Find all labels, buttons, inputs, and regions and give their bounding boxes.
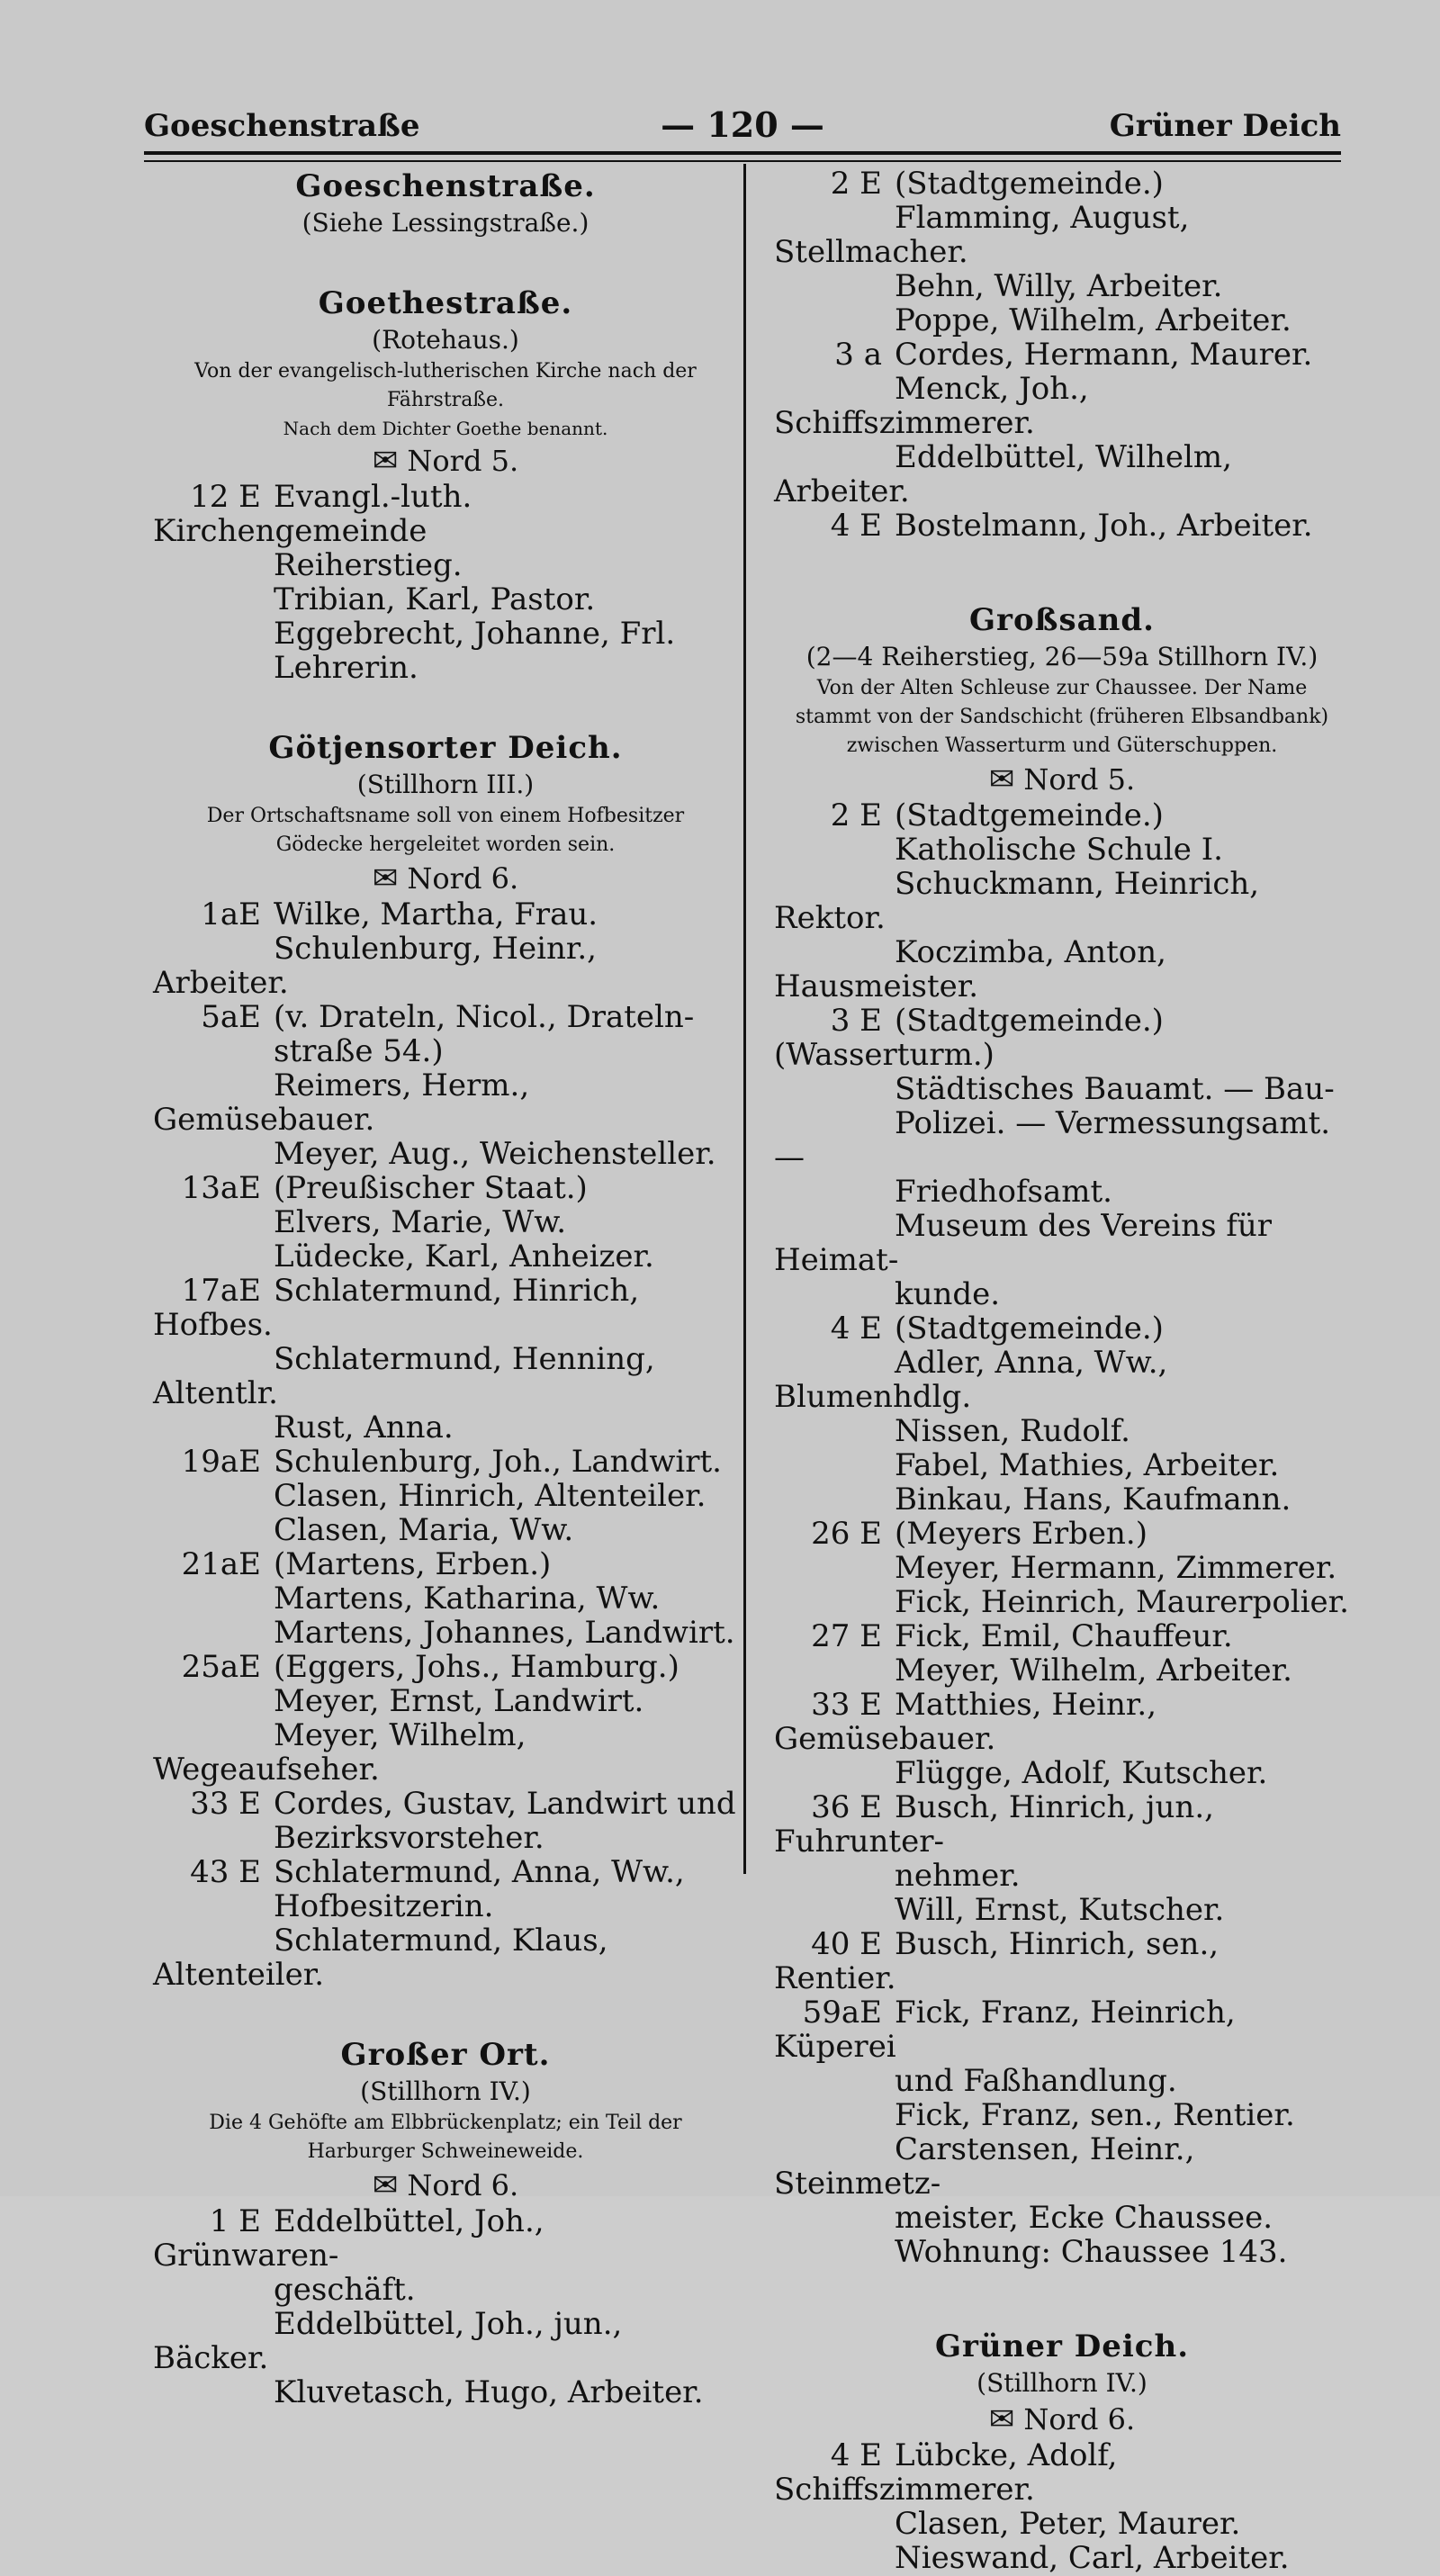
house-number: 2 E [830, 166, 882, 202]
postal-label: Nord 5. [1023, 762, 1136, 797]
house-number: 27 E [811, 1618, 882, 1654]
resident-text: Lüdecke, Karl, Anheizer. [274, 1238, 654, 1274]
list-item [774, 1517, 1350, 1551]
list-item [153, 1274, 738, 1342]
house-number: 4 E [830, 2437, 882, 2473]
list-item [774, 2201, 1350, 2235]
street-district: (Stillhorn IV.) [360, 2076, 531, 2106]
street-title: Götjensorter Deich. [268, 730, 623, 766]
resident-text: Museum des Vereins für Heimat- [774, 1208, 1273, 1278]
page-number: — 120 — [661, 104, 824, 145]
resident-text: Cordes, Hermann, Maurer. [895, 337, 1313, 373]
resident-text: (Stadtgemeinde.) (Wasserturm.) [774, 1003, 1164, 1073]
list-item [774, 1756, 1350, 1790]
left-column [153, 167, 738, 2409]
house-number: 19aE [181, 1444, 261, 1480]
resident-text: (Eggers, Johs., Hamburg.) [274, 1649, 680, 1685]
header-rule-thin [144, 160, 1341, 162]
resident-text: Will, Ernst, Kutscher. [895, 1892, 1225, 1928]
list-item [774, 338, 1350, 372]
envelope-icon: ✉ [372, 860, 399, 896]
list-item [153, 1616, 738, 1650]
resident-text: Eddelbüttel, Joh., jun., Bäcker. [153, 2306, 623, 2376]
resident-text: Fabel, Mathies, Arbeiter. [895, 1447, 1280, 1483]
resident-text: Menck, Joh., Schiffszimmerer. [774, 371, 1089, 441]
resident-text: Schulenburg, Joh., Landwirt. [274, 1444, 722, 1480]
resident-text: Meyer, Hermann, Zimmerer. [895, 1550, 1337, 1586]
resident-text: Wilke, Martha, Frau. [274, 896, 598, 932]
street-description: Von der evangelisch-lutherischen Kirche nach der Fährstraße. [194, 360, 697, 411]
list-item [153, 1650, 738, 1684]
list-item [153, 2273, 738, 2307]
street-district: (2—4 Reiherstieg, 26—59a Stillhorn IV.) [806, 642, 1318, 671]
resident-text: Martens, Johannes, Landwirt. [274, 1615, 735, 1651]
list-item [774, 798, 1350, 833]
list-item [774, 303, 1350, 338]
list-item [774, 372, 1350, 440]
list-item [153, 1171, 738, 1205]
list-item [774, 1927, 1350, 1995]
resident-text: Meyer, Ernst, Landwirt. [274, 1683, 644, 1719]
house-number: 4 E [830, 508, 882, 544]
house-number: 1aE [201, 896, 261, 932]
list-item [774, 1893, 1350, 1927]
house-number: 12 E [190, 479, 261, 515]
list-item [153, 897, 738, 932]
resident-text: Bostelmann, Joh., Arbeiter. [895, 508, 1313, 544]
list-item [153, 1889, 738, 1923]
list-item [774, 1448, 1350, 1482]
list-item [774, 440, 1350, 509]
resident-text: Martens, Katharina, Ww. [274, 1581, 661, 1617]
page-header [144, 101, 1341, 155]
entry-list [774, 798, 1350, 2269]
street-name-origin: Nach dem Dichter Goethe benannt. [283, 418, 608, 439]
house-number: 59aE [802, 1995, 882, 2031]
resident-text: Friedhofsamt. [895, 1174, 1112, 1210]
list-item [774, 867, 1350, 935]
list-item [774, 2064, 1350, 2098]
resident-text: Schulenburg, Heinr., Arbeiter. [153, 931, 597, 1001]
list-item [153, 548, 738, 582]
list-item [153, 651, 738, 685]
resident-text: (Martens, Erben.) [274, 1546, 552, 1582]
resident-text: nehmer. [895, 1858, 1021, 1894]
resident-text: geschäft. [274, 2272, 416, 2308]
street-district: (Rotehaus.) [372, 325, 519, 355]
resident-text: Fick, Franz, sen., Rentier. [895, 2097, 1295, 2133]
resident-text: Meyer, Wilhelm, Wegeaufseher. [153, 1717, 526, 1788]
running-head-right: Grüner Deich [1109, 108, 1341, 144]
list-item [774, 509, 1350, 543]
resident-text: Schlatermund, Anna, Ww., [274, 1854, 685, 1890]
resident-text: Clasen, Maria, Ww. [274, 1512, 574, 1548]
list-item [774, 2507, 1350, 2541]
resident-text: Tribian, Karl, Pastor. [274, 581, 596, 617]
resident-text: Flamming, August, Stellmacher. [774, 200, 1190, 270]
list-item [774, 1311, 1350, 1346]
resident-text: straße 54.) [274, 1033, 444, 1069]
list-item [774, 1482, 1350, 1517]
list-item [774, 2438, 1350, 2507]
list-item [774, 2541, 1350, 2575]
list-item [774, 1995, 1350, 2064]
resident-text: Polizei. — Vermessungsamt. — [774, 1105, 1331, 1175]
resident-text: Meyer, Aug., Weichensteller. [274, 1136, 716, 1172]
house-number: 33 E [811, 1687, 882, 1723]
resident-text: Clasen, Peter, Maurer. [895, 2506, 1241, 2542]
house-number: 26 E [811, 1516, 882, 1552]
resident-text: Städtisches Bauamt. — Bau- [895, 1071, 1335, 1107]
postal-district [774, 2400, 1350, 2438]
street-description: Von der Alten Schleuse zur Chaussee. Der Name stammt von der Sandschicht (früheren Elbsandbank) zwischen Wasserturm und Güterschuppen. [795, 677, 1329, 757]
list-item [153, 1137, 738, 1171]
list-item [774, 1619, 1350, 1653]
resident-text: Eddelbüttel, Joh., Grünwaren- [153, 2203, 544, 2274]
entry-list [774, 2438, 1350, 2575]
house-number: 2 E [830, 797, 882, 833]
street-title: Großer Ort. [340, 2037, 551, 2073]
entry-list [153, 480, 738, 685]
list-item [774, 201, 1350, 269]
list-item [774, 1277, 1350, 1311]
postal-label: Nord 5. [407, 444, 519, 478]
entry-list [153, 2204, 738, 2409]
resident-text: Schlatermund, Klaus, Altenteiler. [153, 1923, 608, 1993]
list-item [774, 167, 1350, 201]
list-item [774, 1688, 1350, 1756]
house-number: 3 E [830, 1003, 882, 1039]
list-item [153, 582, 738, 617]
postal-district [153, 2166, 738, 2204]
list-item [774, 1072, 1350, 1106]
column-divider [743, 164, 746, 1874]
list-item [153, 1410, 738, 1445]
resident-text: Cordes, Gustav, Landwirt und [274, 1786, 736, 1822]
list-item [153, 617, 738, 651]
resident-text: Poppe, Wilhelm, Arbeiter. [895, 302, 1292, 338]
list-item [153, 480, 738, 548]
resident-text: Reimers, Herm., Gemüsebauer. [153, 1067, 530, 1138]
house-number: 4 E [830, 1311, 882, 1347]
list-item [774, 1004, 1350, 1072]
street-description: Der Ortschaftsname soll von einem Hofbesitzer Gödecke hergeleitet worden sein. [206, 805, 685, 856]
list-item [153, 1581, 738, 1616]
list-item [774, 1106, 1350, 1175]
resident-text: Fick, Heinrich, Maurerpolier. [895, 1584, 1349, 1620]
resident-text: Matthies, Heinr., Gemüsebauer. [774, 1687, 1157, 1757]
entry-list [153, 897, 738, 1992]
list-item [774, 1790, 1350, 1859]
resident-text: Clasen, Hinrich, Altenteiler. [274, 1478, 706, 1514]
envelope-icon: ✉ [988, 761, 1015, 797]
list-item [153, 1547, 738, 1581]
list-item [774, 1346, 1350, 1414]
street-district: (Siehe Lessingstraße.) [302, 208, 590, 238]
resident-text: kunde. [895, 1276, 1001, 1312]
house-number: 3 a [834, 337, 882, 373]
resident-text: Schlatermund, Hinrich, Hofbes. [153, 1273, 640, 1343]
list-item [153, 1684, 738, 1718]
list-item [774, 1414, 1350, 1448]
resident-text: Binkau, Hans, Kaufmann. [895, 1482, 1292, 1518]
list-item [153, 1068, 738, 1137]
list-item [774, 2098, 1350, 2132]
resident-text: Wohnung: Chaussee 143. [895, 2234, 1288, 2270]
resident-text: Meyer, Wilhelm, Arbeiter. [895, 1653, 1292, 1689]
house-number: 21aE [181, 1546, 261, 1582]
house-number: 36 E [811, 1789, 882, 1825]
resident-text: Schlatermund, Henning, Altentlr. [153, 1341, 655, 1411]
resident-text: Adler, Anna, Ww., Blumenhdlg. [774, 1345, 1168, 1415]
postal-label: Nord 6. [407, 2168, 519, 2202]
list-item [774, 1209, 1350, 1277]
entry-list [774, 167, 1350, 543]
list-item [774, 2235, 1350, 2269]
list-item [153, 1342, 738, 1410]
resident-text: Busch, Hinrich, sen., Rentier. [774, 1926, 1220, 1996]
resident-text: Schuckmann, Heinrich, Rektor. [774, 866, 1260, 936]
list-item [153, 2375, 738, 2409]
list-item [153, 1513, 738, 1547]
list-item [153, 1034, 738, 1068]
house-number: 1 E [209, 2203, 261, 2239]
resident-text: Nieswand, Carl, Arbeiter. [895, 2540, 1290, 2576]
list-item [153, 1479, 738, 1513]
house-number: 17aE [181, 1273, 261, 1309]
resident-text: Eddelbüttel, Wilhelm, Arbeiter. [774, 439, 1232, 509]
resident-text: Behn, Willy, Arbeiter. [895, 268, 1223, 304]
list-item [774, 1859, 1350, 1893]
running-head-left: Goeschenstraße [144, 108, 420, 144]
list-item [153, 1239, 738, 1274]
list-item [153, 932, 738, 1000]
house-number: 5aE [201, 999, 261, 1035]
house-number: 33 E [190, 1786, 261, 1822]
list-item [153, 2307, 738, 2375]
list-item [774, 1551, 1350, 1585]
postal-label: Nord 6. [407, 861, 519, 896]
list-item [153, 1787, 738, 1821]
postal-district [153, 860, 738, 897]
list-item [153, 1821, 738, 1855]
header-rule [144, 151, 1341, 155]
list-item [153, 1205, 738, 1239]
resident-text: Rust, Anna. [274, 1410, 454, 1446]
resident-text: Carstensen, Heinr., Steinmetz- [774, 2131, 1195, 2202]
resident-text: (Stadtgemeinde.) [895, 166, 1164, 202]
resident-text: meister, Ecke Chaussee. [895, 2200, 1274, 2236]
resident-text: Koczimba, Anton, Hausmeister. [774, 934, 1166, 1004]
resident-text: Katholische Schule I. [895, 832, 1223, 868]
resident-text: Hofbesitzerin. [274, 1888, 494, 1924]
list-item [153, 1445, 738, 1479]
list-item [153, 1855, 738, 1889]
house-number: 25aE [181, 1649, 261, 1685]
house-number: 13aE [181, 1170, 261, 1206]
postal-district [774, 761, 1350, 798]
resident-text: Nissen, Rudolf. [895, 1413, 1130, 1449]
list-item [153, 1000, 738, 1034]
envelope-icon: ✉ [372, 2167, 399, 2203]
house-number: 40 E [811, 1926, 882, 1962]
resident-text: Lübcke, Adolf, Schiffszimmerer. [774, 2437, 1118, 2508]
list-item [774, 1585, 1350, 1619]
list-item [774, 1175, 1350, 1209]
street-description: Die 4 Gehöfte am Elbbrückenplatz; ein Teil der Harburger Schweineweide. [209, 2112, 682, 2163]
street-title: Großsand. [969, 602, 1155, 638]
list-item [774, 833, 1350, 867]
list-item [153, 2204, 738, 2273]
resident-text: (Meyers Erben.) [895, 1516, 1148, 1552]
resident-text: Flügge, Adolf, Kutscher. [895, 1755, 1268, 1791]
resident-text: Evangl.-luth. Kirchengemeinde [153, 479, 472, 549]
list-item [774, 2132, 1350, 2201]
resident-text: (Preußischer Staat.) [274, 1170, 588, 1206]
resident-text: Lehrerin. [274, 650, 418, 686]
resident-text: Fick, Franz, Heinrich, Küperei [774, 1995, 1236, 2065]
right-column [774, 167, 1350, 2575]
resident-text: Bezirksvorsteher. [274, 1820, 544, 1856]
street-district: (Stillhorn III.) [356, 770, 535, 799]
street-title: Grüner Deich. [934, 2328, 1190, 2364]
street-district: (Stillhorn IV.) [976, 2368, 1148, 2398]
list-item [153, 1718, 738, 1787]
resident-text: Fick, Emil, Chauffeur. [895, 1618, 1233, 1654]
resident-text: (Stadtgemeinde.) [895, 797, 1164, 833]
street-title: Goeschenstraße. [295, 168, 596, 204]
postal-district [153, 442, 738, 480]
resident-text: und Faßhandlung. [895, 2063, 1177, 2099]
list-item [153, 1923, 738, 1992]
resident-text: (v. Drateln, Nicol., Drateln- [274, 999, 695, 1035]
house-number: 43 E [190, 1854, 261, 1890]
resident-text: (Stadtgemeinde.) [895, 1311, 1164, 1347]
envelope-icon: ✉ [372, 443, 399, 479]
list-item [774, 269, 1350, 303]
resident-text: Busch, Hinrich, jun., Fuhrunter- [774, 1789, 1214, 1860]
resident-text: Elvers, Marie, Ww. [274, 1204, 567, 1240]
resident-text: Eggebrecht, Johanne, Frl. [274, 616, 676, 652]
postal-label: Nord 6. [1023, 2402, 1136, 2436]
street-title: Goethestraße. [318, 285, 573, 321]
list-item [774, 1653, 1350, 1688]
list-item [774, 935, 1350, 1004]
resident-text: Reiherstieg. [274, 547, 463, 583]
resident-text: Kluvetasch, Hugo, Arbeiter. [274, 2374, 704, 2410]
envelope-icon: ✉ [988, 2401, 1015, 2437]
